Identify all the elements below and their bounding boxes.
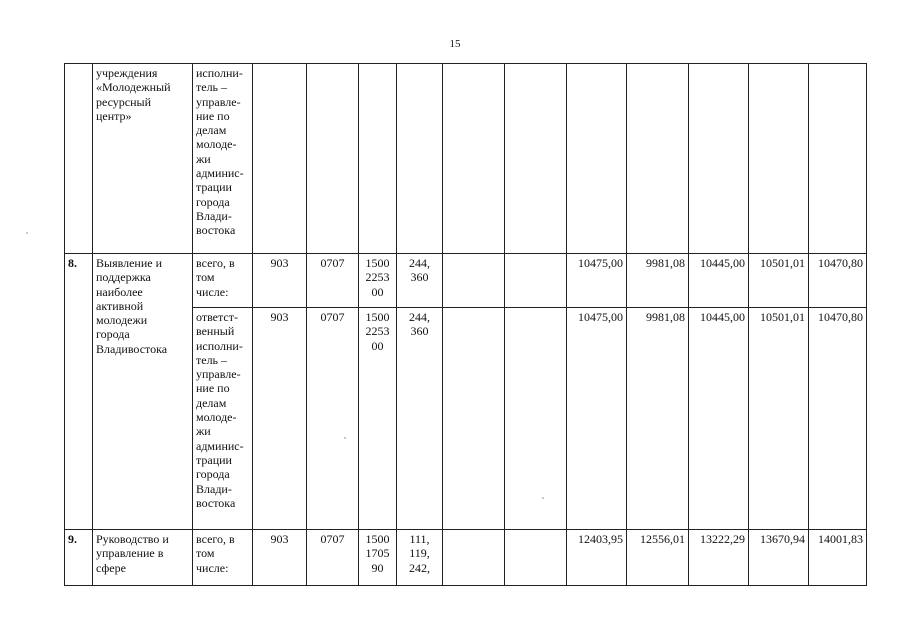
vr-cell: 111, 119, 242, [397,530,443,586]
vr-cell: 244, 360 [397,308,443,530]
executor-cell: всего, в том числе: [193,530,253,586]
value-cell [809,64,867,254]
executor-cell: ответст- венный исполни- тель – управле- ние по делам молоде- жи админис- трации города Влади- востока [193,308,253,530]
grbs-cell: 903 [253,254,307,308]
table-row-9-total [65,530,867,586]
csr-cell: 1500 2253 00 [359,308,397,530]
measure-name-cell: Выявление и поддержка наиболее активной молодежи города Владивостока [93,254,193,530]
value-cell: 12403,95 [567,530,627,586]
value-cell: 10475,00 [567,308,627,530]
budget-table [64,63,867,586]
empty-cell [505,64,567,254]
value-cell: 12556,01 [627,530,689,586]
empty-cell [443,254,505,308]
table-row-continuation [65,64,867,254]
vr-cell: 244, 360 [397,254,443,308]
vr-cell [397,64,443,254]
csr-cell [359,64,397,254]
value-cell: 10501,01 [749,308,809,530]
empty-cell [443,308,505,530]
empty-cell [443,64,505,254]
empty-cell [505,254,567,308]
index-cell: 9. [65,530,93,586]
scan-speck [344,437,346,439]
value-cell: 9981,08 [627,308,689,530]
empty-cell [443,530,505,586]
value-cell: 9981,08 [627,254,689,308]
empty-cell [505,530,567,586]
value-cell [749,64,809,254]
empty-cell [505,308,567,530]
value-cell: 13222,29 [689,530,749,586]
index-cell [65,64,93,254]
value-cell [567,64,627,254]
index-cell: 8. [65,254,93,530]
scan-speck [542,497,544,499]
value-cell [627,64,689,254]
csr-cell: 1500 1705 90 [359,530,397,586]
value-cell: 10475,00 [567,254,627,308]
measure-name-cell: Руководство и управление в сфере [93,530,193,586]
executor-cell: всего, в том числе: [193,254,253,308]
value-cell: 10501,01 [749,254,809,308]
grbs-cell: 903 [253,308,307,530]
measure-name-cell: учреждения «Молодежный ресурсный центр» [93,64,193,254]
rzpr-cell: 0707 [307,308,359,530]
value-cell: 10445,00 [689,254,749,308]
value-cell: 10470,80 [809,254,867,308]
grbs-cell [253,64,307,254]
value-cell: 10445,00 [689,308,749,530]
page-number: 15 [449,38,461,50]
grbs-cell: 903 [253,530,307,586]
value-cell: 14001,83 [809,530,867,586]
executor-cell: исполни- тель – управле- ние по делам молоде- жи админис- трации города Влади- востока [193,64,253,254]
table-row-8-total [65,254,867,308]
scan-speck [26,232,28,234]
value-cell [689,64,749,254]
value-cell: 13670,94 [749,530,809,586]
value-cell: 10470,80 [809,308,867,530]
rzpr-cell [307,64,359,254]
rzpr-cell: 0707 [307,530,359,586]
rzpr-cell: 0707 [307,254,359,308]
csr-cell: 1500 2253 00 [359,254,397,308]
